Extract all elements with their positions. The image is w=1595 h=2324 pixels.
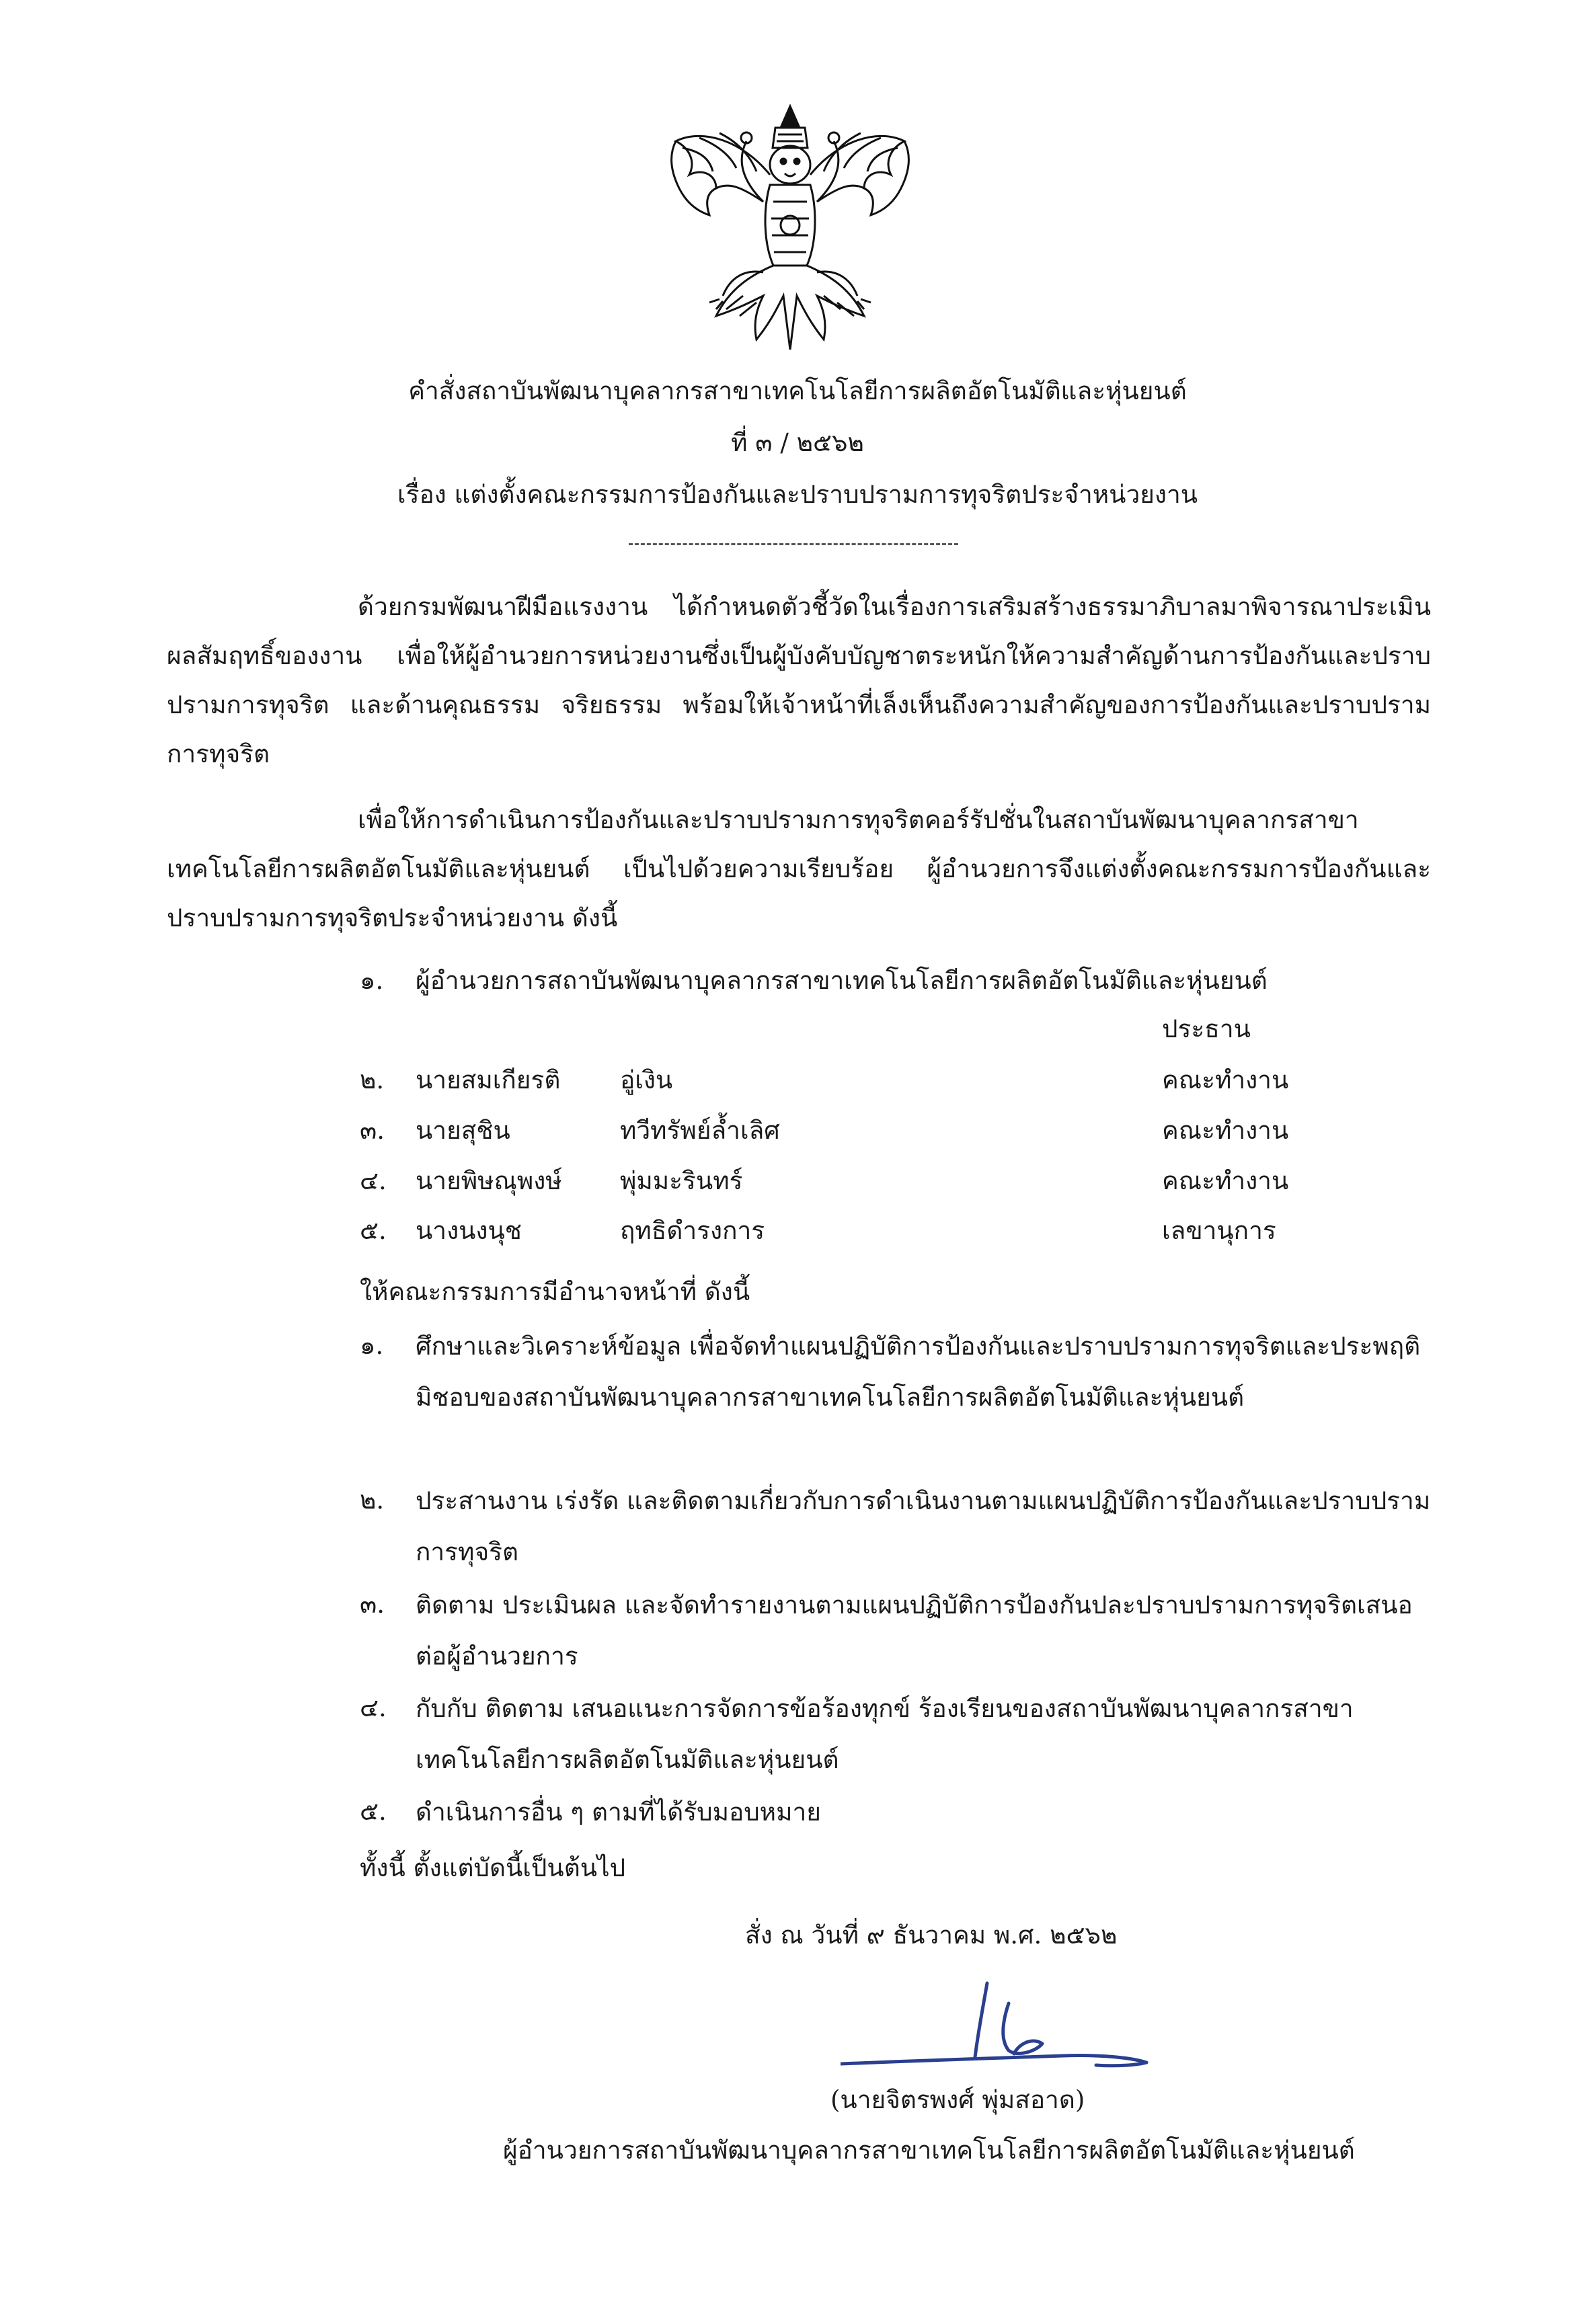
member-last-name: ทวีทรัพย์ล้ำเลิศ: [620, 1116, 780, 1145]
handwritten-signature: [841, 1976, 1157, 2084]
duty-number: ๓.: [360, 1590, 385, 1619]
duty-text: ติดตาม ประเมินผล และจัดทำรายงานตามแผนปฏิบัติการป้องกันปละปราบปรามการทุจริตเสนอต่อผู้อำนวยการ: [416, 1591, 1413, 1671]
duty-text: ดำเนินการอื่น ๆ ตามที่ได้รับมอบหมาย: [416, 1798, 821, 1827]
effective-statement: ทั้งนี้ ตั้งแต่บัดนี้เป็นต้นไป: [360, 1853, 626, 1882]
committee-chair-role: ประธาน: [1162, 1014, 1251, 1043]
member-number: ๓.: [360, 1116, 385, 1145]
member-number: ๕.: [360, 1216, 387, 1245]
duty-number: ๒.: [360, 1486, 385, 1515]
member-last-name: ฤทธิดำรงการ: [620, 1216, 765, 1245]
member-first-name: นางนงนุช: [416, 1216, 522, 1245]
order-title: คำสั่งสถาบันพัฒนาบุคลากรสาขาเทคโนโลยีการผลิตอัตโนมัติและหุ่นยนต์: [408, 376, 1187, 405]
member-last-name: อู่เงิน: [620, 1066, 673, 1094]
member-last-name: พุ่มมะรินทร์: [620, 1166, 743, 1195]
order-date: สั่ง ณ วันที่ ๙ ธันวาคม พ.ศ. ๒๕๖๒: [745, 1921, 1118, 1950]
paragraph-2: [167, 795, 1431, 943]
order-subject: เรื่อง แต่งตั้งคณะกรรมการป้องกันและปราบปรามการทุจริตประจำหน่วยงาน: [397, 480, 1198, 509]
committee-chair-number: ๑.: [360, 966, 384, 995]
duties-intro: ให้คณะกรรมการมีอำนาจหน้าที่ ดังนี้: [360, 1277, 750, 1306]
member-number: ๒.: [360, 1066, 385, 1094]
member-first-name: นายสุชิน: [416, 1116, 510, 1145]
member-first-name: นายสมเกียรติ: [416, 1066, 561, 1094]
order-number: ที่ ๓ / ๒๕๖๒: [731, 428, 864, 457]
duty-number: ๑.: [360, 1331, 384, 1360]
member-role: เลขานุการ: [1162, 1216, 1276, 1245]
duty-number: ๔.: [360, 1693, 387, 1722]
duty-text: ประสานงาน เร่งรัด และติดตามเกี่ยวกับการดำเนินงานตามแผนปฏิบัติการป้องกันและปราบปรามการทุจริต: [416, 1486, 1431, 1566]
paragraph-1-text: ด้วยกรมพัฒนาฝีมือแรงงาน ได้กำหนดตัวชี้วัดในเรื่องการเสริมสร้างธรรมาภิบาลมาพิจารณาประเมินผลสัมฤทธิ์ของงาน เพื่อให้ผู้อำนวยการหน่วยงานซึ่งเป็นผู้บังคับบัญชาตระหนักให้ความสำคัญด้านการป้องกันและปราบปรามการทุจริต และด้านคุณธรรม จริยธรรม พร้อมให้เจ้าหน้าที่เล็งเห็นถึงความสำคัญของการป้องกันและปราบปรามการทุจริต: [167, 592, 1431, 768]
paragraph-1: [167, 582, 1431, 778]
duty-text: ศึกษาและวิเคราะห์ข้อมูล เพื่อจัดทำแผนปฏิบัติการป้องกันและปราบปรามการทุจริตและประพฤติมิชอบของสถาบันพัฒนาบุคลากรสาขาเทคโนโลยีการผลิตอัตโนมัติและหุ่นยนต์: [416, 1332, 1421, 1412]
committee-chair-name: ผู้อำนวยการสถาบันพัฒนาบุคลากรสาขาเทคโนโลยีการผลิตอัตโนมัติและหุ่นยนต์: [416, 966, 1268, 995]
duty-number: ๕.: [360, 1797, 387, 1826]
member-number: ๔.: [360, 1166, 387, 1195]
header-divider: [629, 543, 958, 545]
duty-text: กับกับ ติดตาม เสนอแนะการจัดการข้อร้องทุกข์ ร้องเรียนของสถาบันพัฒนาบุคลากรสาขาเทคโนโลยีการผลิตอัตโนมัติและหุ่นยนต์: [416, 1694, 1354, 1774]
member-first-name: นายพิษณุพงษ์: [416, 1166, 562, 1195]
member-role: คณะทำงาน: [1162, 1066, 1289, 1094]
paragraph-2-text: เพื่อให้การดำเนินการป้องกันและปราบปรามการทุจริตคอร์รัปชั่นในสถาบันพัฒนาบุคลากรสาขาเทคโนโลยีการผลิตอัตโนมัติและหุ่นยนต์ เป็นไปด้วยความเรียบร้อย ผู้อำนวยการจึงแต่งตั้งคณะกรรมการป้องกันและปราบปรามการทุจริตประจำหน่วยงาน ดังนี้: [167, 805, 1431, 932]
signer-name: (นายจิตรพงศ์ พุ่มสอาด): [830, 2085, 1085, 2114]
member-role: คณะทำงาน: [1162, 1166, 1289, 1195]
signer-title: ผู้อำนวยการสถาบันพัฒนาบุคลากรสาขาเทคโนโลยีการผลิตอัตโนมัติและหุ่นยนต์: [503, 2136, 1355, 2165]
garuda-emblem-icon: [662, 101, 918, 360]
member-role: คณะทำงาน: [1162, 1116, 1289, 1145]
